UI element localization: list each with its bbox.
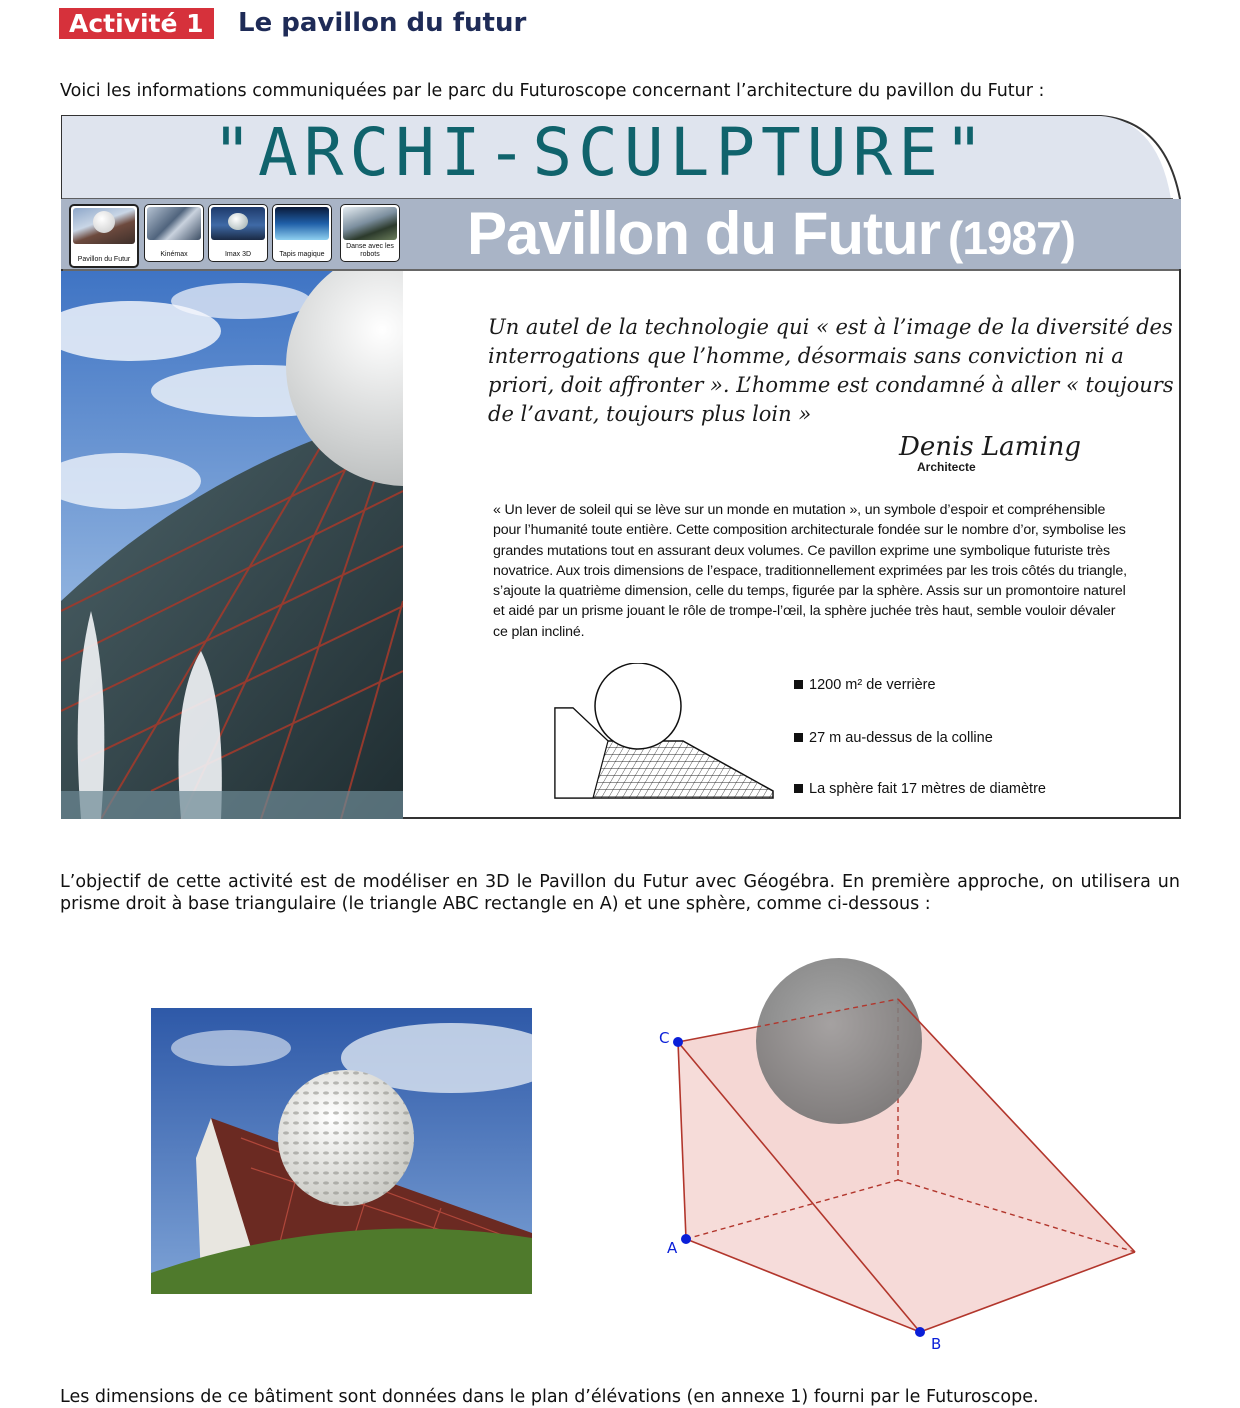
point-b (915, 1327, 925, 1337)
brochure-headline: "ARCHI-SCULPTURE" (212, 114, 990, 191)
thumbnail-pavillon[interactable] (69, 204, 139, 268)
bullet-square-icon (794, 680, 803, 689)
fact-item: La sphère fait 17 mètres de diamètre (794, 781, 1046, 797)
sphere (756, 958, 922, 1124)
activity-badge: Activité 1 (59, 8, 214, 39)
pavilion-name: Pavillon du Futur (467, 200, 940, 267)
thumbnail-label: Tapis magique (279, 251, 325, 258)
point-a (681, 1234, 691, 1244)
geogebra-figure (650, 948, 1150, 1358)
thumbnail-imax[interactable] (208, 204, 268, 262)
pavilion-sketch (553, 663, 778, 799)
point-a-label: A (667, 1239, 678, 1257)
intro-paragraph: Voici les informations communiquées par le parc du Futuroscope concernant l’architecture du pavillon du Futur : (60, 81, 1045, 101)
bullet-square-icon (794, 784, 803, 793)
thumbnail-danse[interactable] (340, 204, 400, 262)
page-title: Le pavillon du futur (238, 8, 527, 38)
dimensions-note: Les dimensions de ce bâtiment sont données dans le plan d’élévations (en annexe 1) fourni par le Futuroscope. (60, 1387, 1039, 1407)
architect-signature: Denis Laming (899, 432, 1082, 462)
pavilion-photo (61, 271, 403, 819)
thumbnail-tapis[interactable] (272, 204, 332, 262)
pavilion-description: « Un lever de soleil qui se lève sur un monde en mutation », un symbole d’espoir et compréhensible pour l’humanité toute entière. Cette composition architecturale fondée sur le nombre d’or, symbolise les grandes mutations tout en assurant deux volumes. Ce pavillon exprime une symbolique futuriste très novatrice. Aux trois dimensions de l’espace, traditionnellement exprimées par les trois côtés du triangle, s’ajoute la quatrième dimension, celle du temps, figurée par la sphère. Assis sur un promontoire naturel et aidé par un prisme jouant le rôle de trompe-l’œil, la sphère juchée très haut, semble vouloir dévaler ce plan incliné. (493, 502, 1127, 640)
architect-role: Architecte (917, 460, 976, 474)
bullet-square-icon (794, 733, 803, 742)
objective-paragraph: L’objectif de cette activité est de modéliser en 3D le Pavillon du Futur avec Géogébra. En première approche, on utilisera un prisme droit à base triangulaire (le triangle ABC rectangle en A) et une sphère, comme ci-dessous : (60, 872, 1180, 914)
point-c-label: C (659, 1029, 670, 1047)
thumbnail-label: Pavillon du Futur (77, 256, 131, 263)
pavilion-year: (1987) (948, 212, 1075, 264)
fact-item: 1200 m² de verrière (794, 677, 936, 693)
brochure-panel (61, 115, 1181, 819)
pavilion-title (467, 199, 1075, 269)
thumbnail-label: Danse avec les robots (346, 243, 394, 258)
architect-quote: Un autel de la technologie qui « est à l’image de la diversité des interrogations que l’homme, désormais sans conviction ni a priori, doit affronter ». L’homme est condamné à aller « toujours de l’avant, toujours plus loin » (488, 315, 1174, 426)
pavilion-photo-small (151, 1008, 532, 1294)
thumbnail-label: Imax 3D (224, 251, 252, 258)
fact-item: 27 m au-dessus de la colline (794, 730, 993, 746)
point-b-label: B (931, 1335, 942, 1353)
thumbnail-kinemax[interactable] (144, 204, 204, 262)
thumbnail-label: Kinémax (160, 251, 188, 258)
point-c (673, 1037, 683, 1047)
